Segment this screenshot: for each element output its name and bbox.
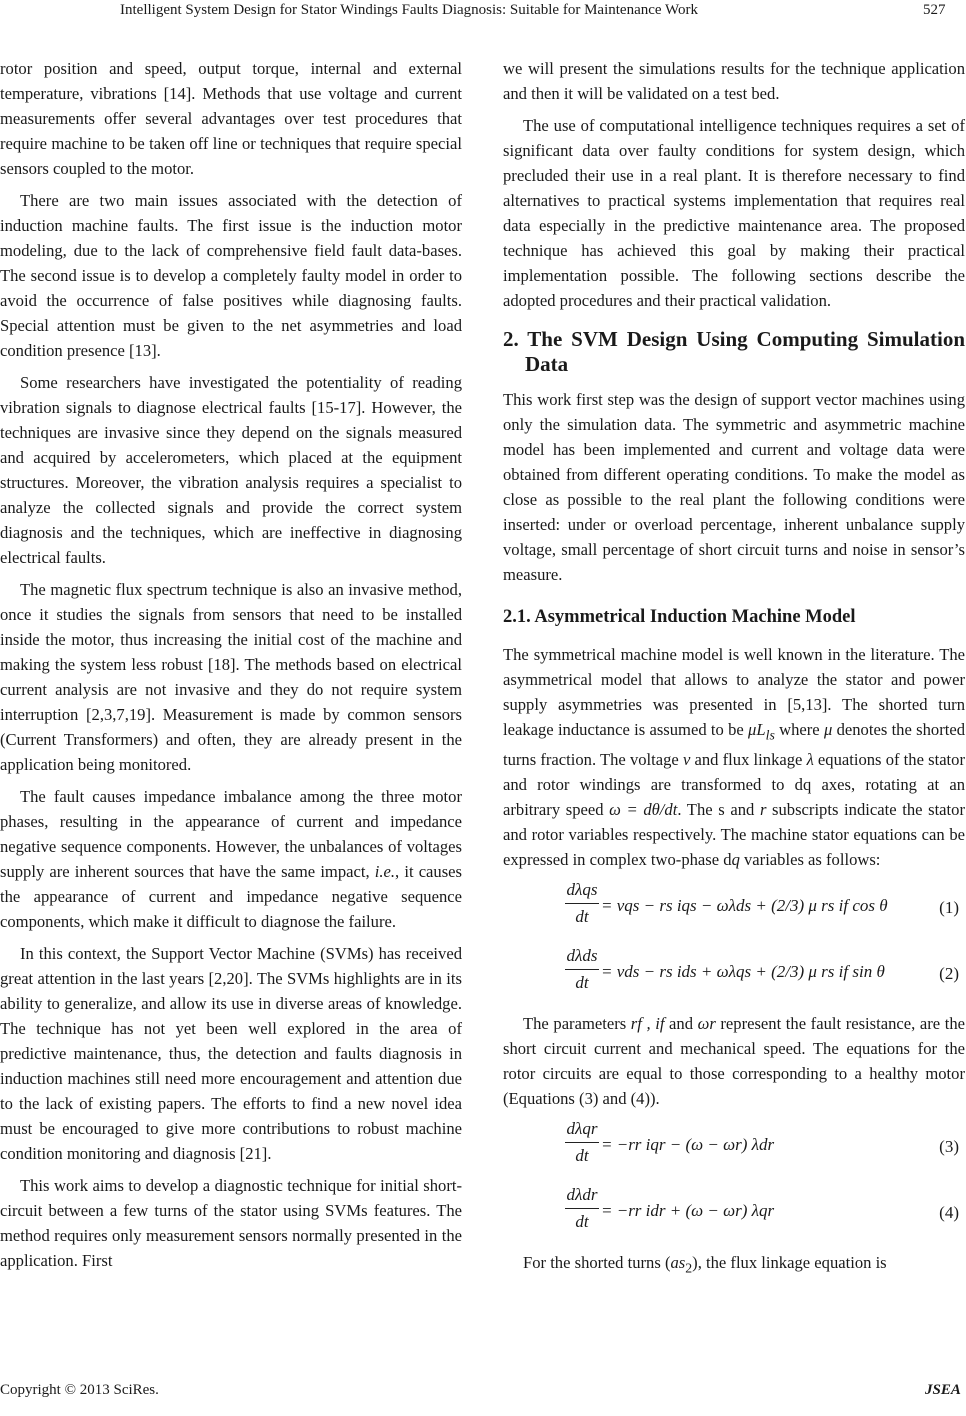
math-q: q [731, 850, 740, 870]
running-header [0, 2, 966, 26]
math-v: v [682, 750, 691, 770]
equation-rhs: = −rr idr + (ω − ωr) λqr [601, 1201, 775, 1221]
paragraph: we will present the simulations results for the technique application and then it will be validated on a test bed. [503, 59, 965, 103]
copyright-notice: Copyright © 2013 SciRes. [0, 1382, 159, 1398]
equation-number: (2) [939, 964, 959, 984]
paragraph [503, 642, 965, 872]
text-run: and [664, 1014, 698, 1034]
equation-fraction: dλqs dt [566, 880, 598, 927]
math-mu: μ [823, 720, 833, 739]
text-run: equations of the stator and rotor windings are transformed to dq axes, rotating at an arbitrary speed [503, 750, 965, 820]
paragraph [0, 784, 462, 934]
text-run: variables as follows: [739, 850, 881, 870]
math-subscript: 2 [685, 1260, 693, 1276]
paragraph: This work first step was the design of support vector machines using only the simulation data. The symmetric and asymmetric machine model has been implemented and current and voltage data were obtained from different operating conditions. To make the model as close as possible to the real plant the following conditions were inserted: under or overload percentage, inherent unbalance supply voltage, small percentage of short circuit turns and noise in sensor’s measure. [503, 390, 965, 584]
subsection-heading: 2.1. Asymmetrical Induction Machine Model [503, 607, 856, 627]
equation-fraction: dλdr dt [566, 1185, 598, 1232]
equation-number: (3) [939, 1137, 959, 1157]
journal-name: JSEA [925, 1382, 961, 1398]
text-run: denotes the shorted turns fraction. The voltage [503, 720, 965, 770]
text-run: The symmetrical machine model is well known in the literature. The asymmetrical model that allows to analyze the stator and power supply asymmetries was presented in [5,13]. The shorted turn leakage inductance is assumed to be [503, 645, 965, 739]
paragraph: The magnetic flux spectrum technique is also an invasive method, once it studies the signals from sensors that need to be installed inside the motor, thus increasing the initial cost of the machine and making the system less robust [18]. The methods based on electrical current analysis are not invasive and they do not require system interruption [2,3,7,19]. Measurement is made by common sensors (Current Transformers) and often, they are already present in the application being monitored. [0, 580, 462, 774]
text-run: represent the fault resistance, are the short circuit current and mechanical speed. The equations for the rotor circuits are equal to those corresponding to a healthy motor (Equations (3) and (4)). [503, 1014, 965, 1109]
paragraph: This work aims to develop a diagnostic technique for initial short-circuit between a few turns of the stator using SVMs features. The method requires only measurement sensors normally presented in the application. First [0, 1176, 462, 1270]
equation-number: (4) [939, 1203, 959, 1223]
text-run: and flux linkage [690, 750, 807, 770]
text-run: The parameters [523, 1014, 631, 1034]
paragraph [503, 1011, 965, 1111]
page-number: 527 [923, 2, 946, 18]
section-heading: 2. The SVM Design Using Computing Simulation Data [503, 327, 965, 376]
math-omega: ω = dθ/dt [609, 800, 678, 820]
text-run: , it causes the appearance of current and impedance negative sequence components, which make it difficult to diagnose the failure. [0, 862, 462, 931]
right-column [503, 56, 965, 1288]
text-run: The fault causes impedance imbalance among the three motor phases, resulting in the appearance of current and impedance negative sequence components. However, the unbalances of voltages supply are inherent sources that have the same impact, [0, 787, 462, 881]
text-run: For the shorted turns ( [523, 1253, 671, 1273]
text-run: ), the flux linkage equation is [692, 1253, 887, 1273]
paragraph: There are two main issues associated with the detection of induction machine faults. The first issue is the induction motor modeling, due to the lack of comprehensive field fault data-bases. The second issue is to develop a completely faulty model in order to avoid the occurrence of false positives while diagnosing faults. Special attention must be given to the net asymmetries and load condition presence [13]. [0, 191, 462, 360]
equation-rhs: = −rr iqr − (ω − ωr) λdr [601, 1135, 775, 1155]
equation-2 [503, 945, 965, 1003]
text-run: . The s and [677, 800, 760, 820]
equation-number: (1) [939, 898, 959, 918]
equation-3 [503, 1118, 965, 1176]
equation-rhs: = vqs − rs iqs − ωλds + (2/3) μ rs if cos θ [601, 896, 888, 916]
equation-rhs: = vds − rs ids + ωλqs + (2/3) μ rs if sin θ [601, 962, 885, 982]
math-r: r [759, 800, 767, 820]
equation-fraction: dλds dt [566, 946, 598, 993]
paragraph: The use of computational intelligence techniques requires a set of significant data over faulty conditions for system design, which precluded their use in a real plant. It is therefore necessary to find alternatives to practical systems implementation that requires real data especially in the predictive maintenance area. The proposed technique has achieved this goal by making their practical implementation possible. The following sections describe the adopted procedures and their practical validation. [503, 116, 965, 310]
math-lambda: λ [806, 750, 814, 770]
running-title: Intelligent System Design for Stator Windings Faults Diagnosis: Suitable for Maintenance Work [120, 2, 698, 18]
math-as: as [670, 1253, 686, 1273]
equation-fraction: dλqr dt [566, 1119, 598, 1166]
equation-4 [503, 1184, 965, 1242]
text-run: where [774, 720, 824, 739]
paragraph: rotor position and speed, output torque, internal and external temperature, vibrations [14]. Methods that use voltage and current measurements offer several advantages over test procedures that require machine to be taken off line or techniques that require special sensors coupled to the motor. [0, 59, 462, 178]
left-column [0, 56, 462, 1280]
equation-1 [503, 879, 965, 937]
math-rf-if: rf , if [630, 1014, 665, 1034]
math-muL: $\mu L_{ls}$ [748, 720, 775, 743]
math-omega-r: ωr [697, 1014, 716, 1034]
paragraph: In this context, the Support Vector Machine (SVMs) has received great attention in the last years [2,20]. The SVMs highlights are in its ability to generalize, and allow its use in diverse areas of knowledge. The technique has not yet been well explored in the area of predictive maintenance, thus, the detection and faults diagnosis in induction machines still need more encouragement and attention due to the lack of existing papers. The efforts to find a new novel idea must be encouraged to give more contributions to robust machine condition monitoring and diagnosis [21]. [0, 944, 462, 1163]
paragraph: Some researchers have investigated the potentiality of reading vibration signals to diagnose electrical faults [15-17]. However, the techniques are invasive since they depend on the signals measured and acquired by accelerometers, which placed at the equipment structures. Moreover, the vibration analysis requires a specialist to analyze the collected signals and provide the correct system diagnosis and the techniques, which are ineffective in diagnosing electrical faults. [0, 373, 462, 567]
text-run: subscripts indicate the stator and rotor variables respectively. The machine stator equations can be expressed in complex two-phase d [503, 800, 965, 870]
text-run-italic: i.e. [374, 862, 396, 881]
paragraph [503, 1250, 965, 1280]
